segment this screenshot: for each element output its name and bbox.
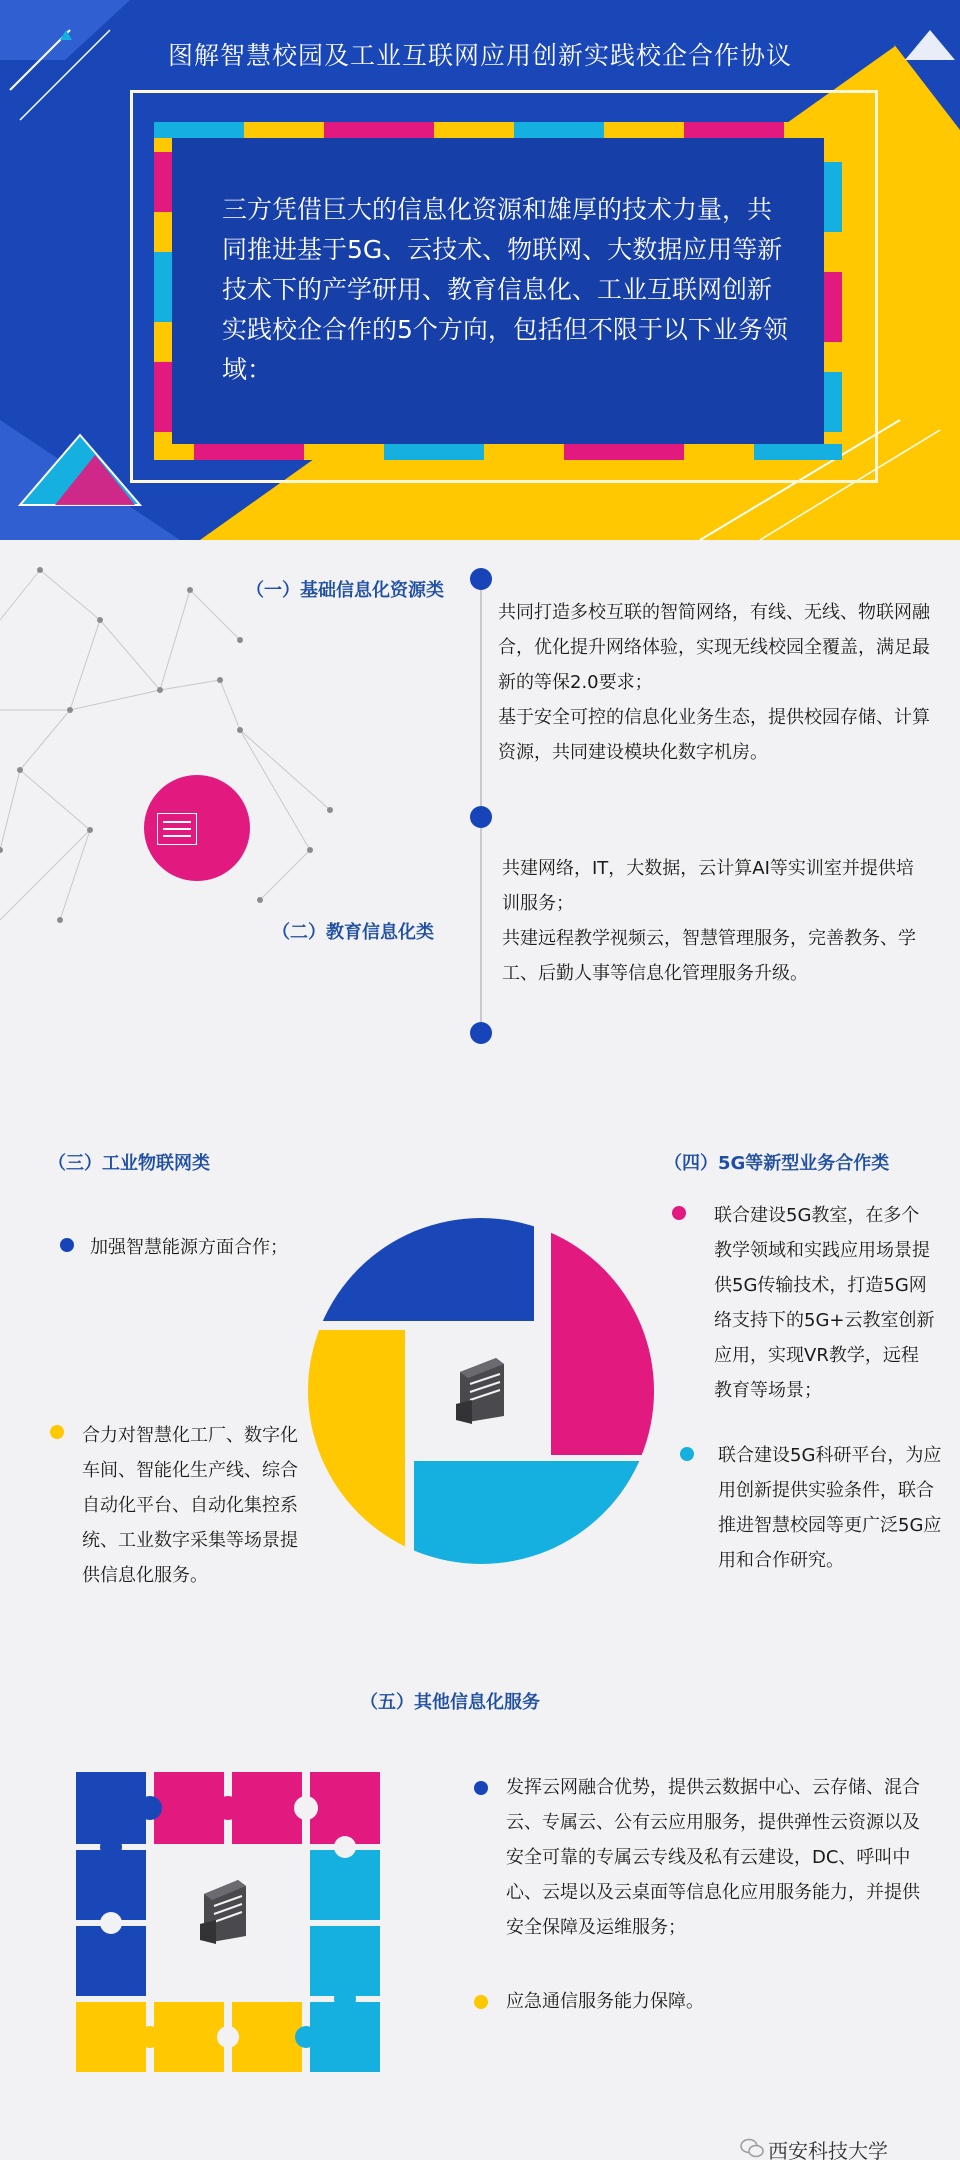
page-title: 图解智慧校园及工业互联网应用创新实践校企合作协议 bbox=[167, 41, 792, 70]
timeline-dot bbox=[470, 1022, 492, 1044]
section-2-paragraph: 共建网络，IT，大数据，云计算AI等实训室并提供培训服务； bbox=[502, 858, 914, 914]
section-1-body bbox=[498, 595, 934, 770]
section-2-heading: （二）教育信息化类 bbox=[272, 922, 434, 943]
section-4-heading: （四）5G等新型业务合作类 bbox=[664, 1153, 890, 1174]
section-5-item: 应急通信服务能力保障。 bbox=[506, 1991, 704, 2012]
network-graphic bbox=[0, 560, 340, 940]
section-3-item: 加强智慧能源方面合作； bbox=[90, 1237, 288, 1258]
building-icon bbox=[456, 1356, 508, 1424]
section-2-body bbox=[502, 851, 922, 991]
bullet-dot bbox=[474, 1995, 488, 2009]
bullet-dot bbox=[672, 1206, 686, 1220]
hero-banner bbox=[0, 0, 960, 540]
document-icon bbox=[157, 813, 197, 845]
section-3-heading: （三）工业物联网类 bbox=[48, 1153, 210, 1174]
timeline-dot bbox=[470, 568, 492, 590]
bullet-dot bbox=[60, 1238, 74, 1252]
section-5-item: 发挥云网融合优势，提供云数据中心、云存储、混合云、专属云、公有云应用服务，提供弹性云资源以及安全可靠的专属云专线及私有云建设，DC、呼叫中心、云堤以及云桌面等信息化应用服务能力，并提供安全保障及运维服务； bbox=[506, 1777, 920, 1938]
bullet-dot bbox=[50, 1425, 64, 1439]
section-3-item: 合力对智慧化工厂、数字化车间、智能化生产线、综合自动化平台、自动化集控系统、工业数字采集等场景提供信息化服务。 bbox=[82, 1425, 298, 1586]
section-5-heading: （五）其他信息化服务 bbox=[360, 1692, 540, 1713]
wechat-icon bbox=[740, 2138, 764, 2158]
section-2-paragraph: 共建远程教学视频云，智慧管理服务，完善教务、学工、后勤人事等信息化管理服务升级。 bbox=[502, 928, 916, 984]
watermark-text: 西安科技大学 bbox=[768, 2139, 888, 2160]
building-icon bbox=[200, 1878, 250, 1944]
section-1-heading: （一）基础信息化资源类 bbox=[246, 580, 444, 601]
bullet-dot bbox=[474, 1781, 488, 1795]
section-4-item: 联合建设5G教室，在多个教学领域和实践应用场景提供5G传输技术，打造5G网络支持下的5G+云教室创新应用，实现VR教学，远程教育等场景； bbox=[714, 1205, 935, 1401]
bullet-dot bbox=[680, 1447, 694, 1461]
section-1-paragraph: 共同打造多校互联的智简网络，有线、无线、物联网融合，优化提升网络体验，实现无线校园全覆盖，满足最新的等保2.0要求； bbox=[498, 602, 930, 693]
timeline-dot bbox=[470, 806, 492, 828]
section-1-paragraph: 基于安全可控的信息化业务生态，提供校园存储、计算资源，共同建设模块化数字机房。 bbox=[498, 707, 930, 763]
intro-text: 三方凭借巨大的信息化资源和雄厚的技术力量，共同推进基于5G、云技术、物联网、大数据应用等新技术下的产学研用、教育信息化、工业互联网创新实践校企合作的5个方向，包括但不限于以下业务领域： bbox=[222, 195, 788, 384]
section-4-item: 联合建设5G科研平台，为应用创新提供实验条件，联合推进智慧校园等更广泛5G应用和合作研究。 bbox=[718, 1445, 942, 1571]
